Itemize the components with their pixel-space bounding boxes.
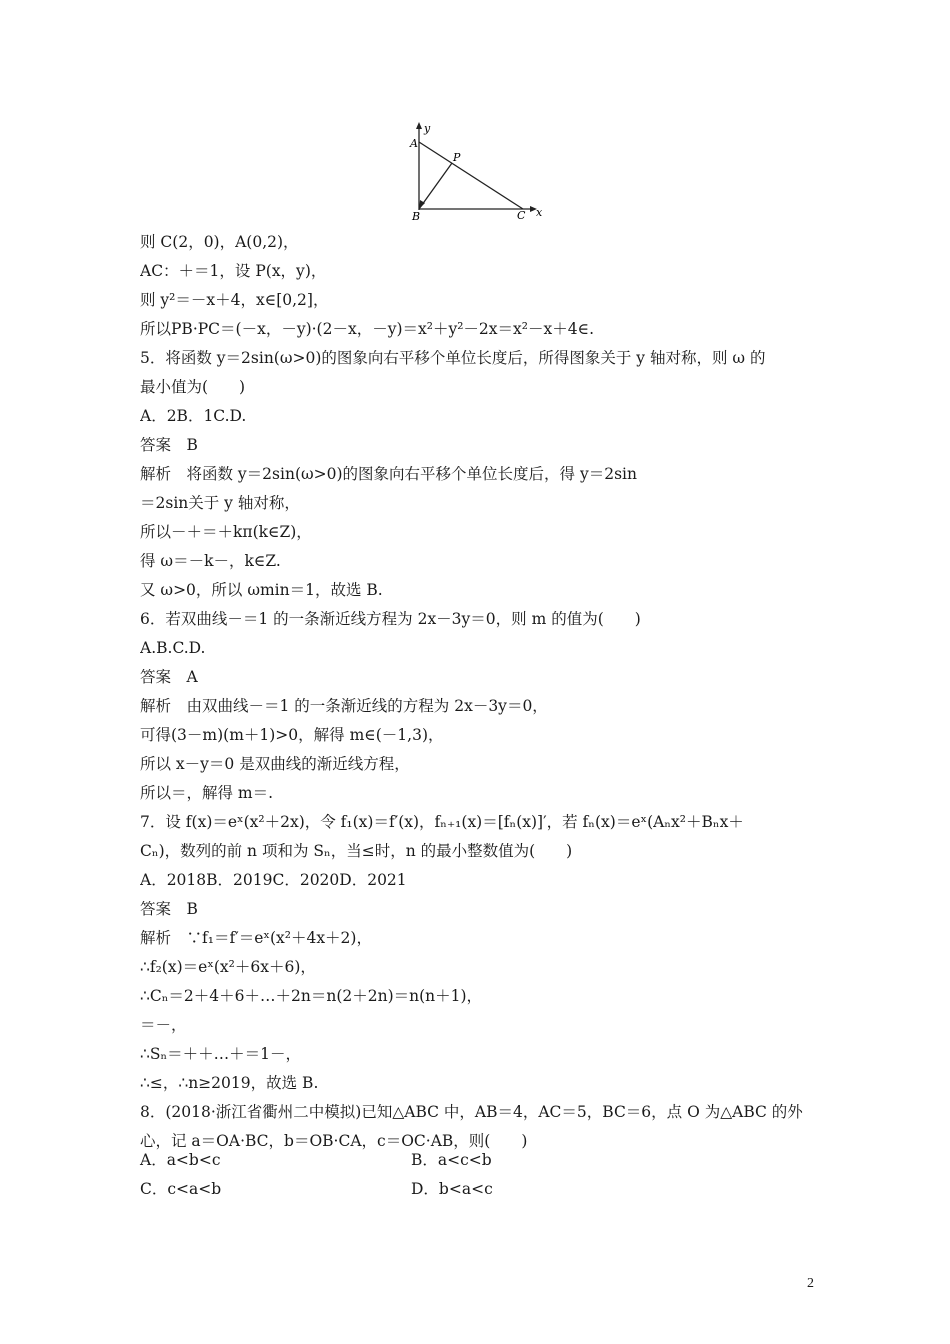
- question-5-stem: 5．将函数 y＝2sin(ω>0)的图象向右平移个单位长度后，所得图象关于 y 轴对称，则 ω 的: [140, 349, 766, 367]
- options-row: [140, 1175, 820, 1204]
- text-line: 心，记 a＝OA·BC，b＝OB·CA，c＝OC·AB，则( ): [140, 1132, 528, 1150]
- option-a: A．a<b<c: [140, 1151, 221, 1169]
- text-line: 得 ω＝－k－，k∈Z.: [140, 552, 281, 570]
- question-6-stem: 6．若双曲线－＝1 的一条渐近线方程为 2x－3y＝0，则 m 的值为( ): [140, 610, 641, 628]
- options-row: [140, 1146, 820, 1175]
- text-line: 最小值为( ): [140, 378, 246, 396]
- question-5-options: A．2B．1C.D.: [140, 407, 247, 425]
- option-d: D．b<a<c: [411, 1180, 493, 1198]
- text-line: ∴Cₙ＝2＋4＋6＋…＋2n＝n(2＋2n)＝n(n＋1)，: [140, 987, 483, 1005]
- question-6-options: A.B.C.D.: [140, 639, 206, 657]
- analysis-line: 解析 ∵f₁＝f′＝eˣ(x²＋4x＋2)，: [140, 929, 372, 947]
- answer-line: 答案 B: [140, 900, 198, 918]
- option-c: C．c<a<b: [140, 1180, 222, 1198]
- question-8-stem: 8．(2018·浙江省衢州二中模拟)已知△ABC 中，AB＝4，AC＝5，BC＝6，点 O 为△ABC 的外: [140, 1103, 803, 1121]
- text-line: ＝－，: [140, 1016, 187, 1034]
- label-y: y: [424, 122, 431, 135]
- answer-line: 答案 B: [140, 436, 198, 454]
- text-line: 所以PB·PC＝(－x，－y)·(2－x，－y)＝x²＋y²－2x＝x²－x＋4∈.: [140, 320, 594, 338]
- label-x: x: [536, 206, 543, 219]
- triangle-figure: [405, 118, 550, 224]
- segment-ac: [419, 142, 523, 209]
- label-p: P: [453, 151, 461, 164]
- answer-line: 答案 A: [140, 668, 198, 686]
- label-b: B: [412, 210, 421, 223]
- text-line: ∴≤，∴n≥2019，故选 B.: [140, 1074, 319, 1092]
- text-line: Cₙ)，数列的前 n 项和为 Sₙ，当≤时，n 的最小整数值为( ): [140, 842, 573, 860]
- text-line: 又 ω>0，所以 ωmin＝1，故选 B.: [140, 581, 383, 599]
- analysis-line: 解析 由双曲线－＝1 的一条渐近线的方程为 2x－3y＝0，: [140, 697, 548, 715]
- text-line: 所以＝，解得 m＝.: [140, 784, 274, 802]
- question-8-options: [140, 1146, 820, 1204]
- text-line: ∴f₂(x)＝eˣ(x²＋6x＋6)，: [140, 958, 316, 976]
- content-lines: [140, 228, 820, 1156]
- label-c: C: [517, 209, 526, 222]
- page-number: 2: [807, 1276, 814, 1291]
- text-line: ＝2sin关于 y 轴对称，: [140, 494, 300, 512]
- triangle-diagram: [405, 118, 550, 224]
- text-line: 所以 x－y＝0 是双曲线的渐近线方程，: [140, 755, 410, 773]
- text-line: ∴Sₙ＝＋＋…＋＝1－，: [140, 1045, 302, 1063]
- y-axis-arrow: [416, 122, 422, 129]
- question-7-stem: 7．设 f(x)＝eˣ(x²＋2x)，令 f₁(x)＝f′(x)，fₙ₊₁(x)＝[fₙ(x)]′，若 fₙ(x)＝eˣ(Aₙx²＋Bₙx＋: [140, 813, 744, 831]
- text-line: 则 y²＝－x＋4，x∈[0,2]，: [140, 291, 329, 309]
- text-line: AC：＋＝1，设 P(x，y)，: [140, 262, 327, 280]
- question-7-options: A．2018B．2019C．2020D．2021: [140, 871, 407, 889]
- analysis-line: 解析 将函数 y＝2sin(ω>0)的图象向右平移个单位长度后，得 y＝2sin: [140, 465, 637, 483]
- text-line: 则 C(2，0)，A(0,2)，: [140, 233, 299, 251]
- text-line: 可得(3－m)(m＋1)>0，解得 m∈(－1,3)，: [140, 726, 444, 744]
- segment-bp: [419, 163, 452, 209]
- option-b: B．a<c<b: [411, 1151, 492, 1169]
- label-a: A: [410, 137, 418, 150]
- text-line: 所以－＋＝＋kπ(k∈Z)，: [140, 523, 312, 541]
